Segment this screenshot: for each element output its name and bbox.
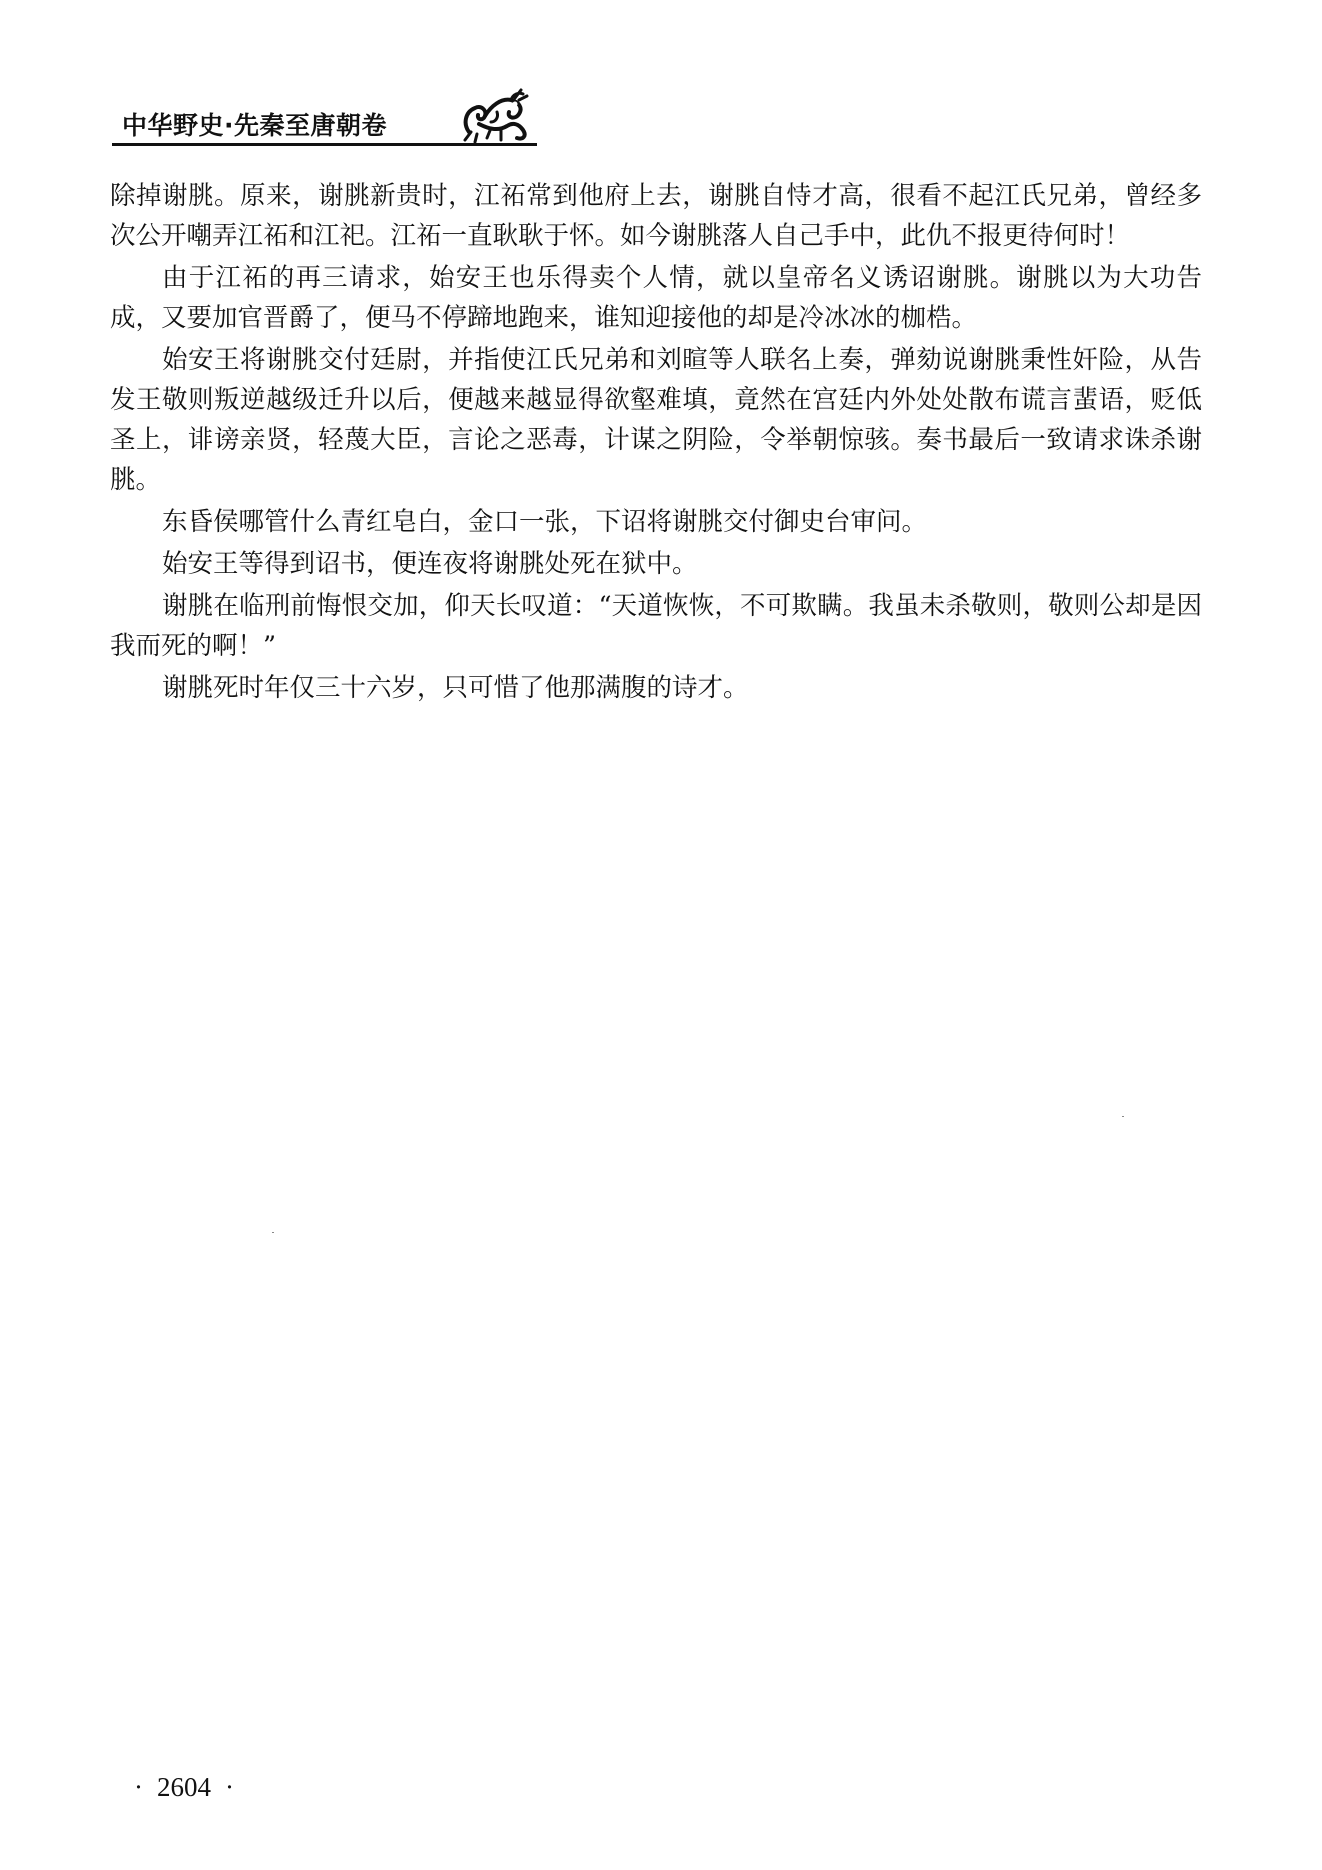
paragraph-5: 始安王等得到诏书，便连夜将谢朓处死在狱中。 xyxy=(162,549,698,579)
paragraph-4: 东昏侯哪管什么青红皂白，金口一张，下诏将谢朓交付御史台审问。 xyxy=(162,507,928,537)
dragon-icon xyxy=(457,88,537,144)
running-header xyxy=(112,88,537,150)
page-number xyxy=(134,1772,234,1803)
book-title: 中华野史·先秦至唐朝卷 xyxy=(122,111,387,140)
header-rule xyxy=(112,143,537,146)
paragraph-7: 谢朓死时年仅三十六岁，只可惜了他那满腹的诗才。 xyxy=(162,673,749,703)
paragraph-2: 由于江祏的再三请求，始安王也乐得卖个人情，就以皇帝名义诱诏谢朓。谢朓以为大功告成，又要加官晋爵了，便马不停蹄地跑来，谁知迎接他的却是冷冰冰的枷梏。 xyxy=(110,263,1202,333)
scan-speck xyxy=(1122,1116,1124,1117)
body-text xyxy=(110,176,1202,708)
paragraph-6: 谢朓在临刑前悔恨交加，仰天长叹道：“天道恢恢，不可欺瞒。我虽未杀敬则，敬则公却是因我而死的啊！” xyxy=(110,591,1202,661)
folio-dot-left: · xyxy=(134,1772,143,1802)
folio-dot-right: · xyxy=(225,1772,234,1802)
page-number-value: 2604 xyxy=(157,1772,211,1802)
paragraph-3: 始安王将谢朓交付廷尉，并指使江氏兄弟和刘暄等人联名上奏，弹劾说谢朓秉性奸险，从告发王敬则叛逆越级迁升以后，便越来越显得欲壑难填，竟然在宫廷内外处处散布谎言蜚语，贬低圣上，诽谤亲贤，轻蔑大臣，言论之恶毒，计谋之阴险，令举朝惊骇。奏书最后一致请求诛杀谢朓。 xyxy=(110,345,1202,495)
paragraph-1: 除掉谢朓。原来，谢朓新贵时，江祏常到他府上去，谢朓自恃才高，很看不起江氏兄弟，曾经多次公开嘲弄江祏和江祀。江祏一直耿耿于怀。如今谢朓落人自己手中，此仇不报更待何时！ xyxy=(110,181,1202,251)
scan-speck xyxy=(272,1232,274,1233)
